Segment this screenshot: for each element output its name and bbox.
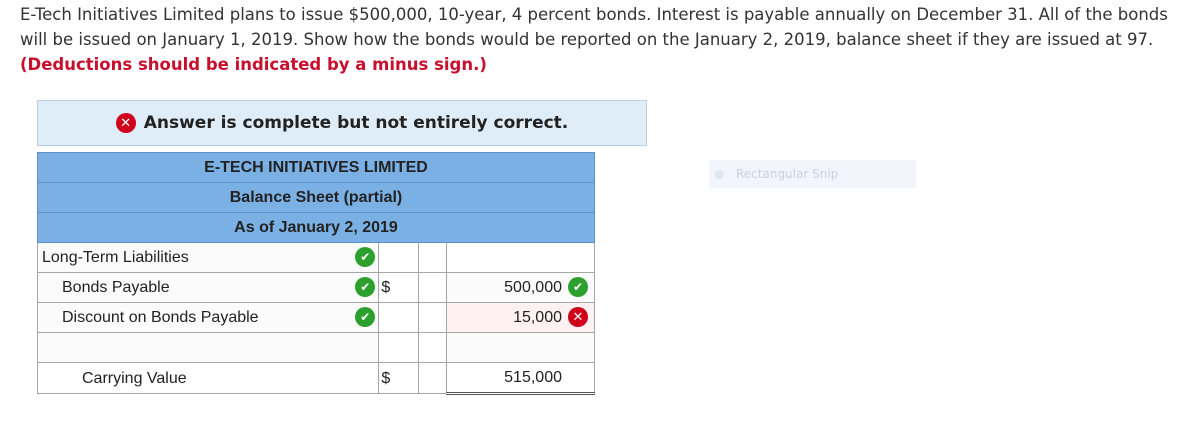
x-circle-icon: ✕ — [116, 113, 136, 133]
dollar-sign: $ — [381, 279, 391, 296]
empty-cell — [379, 303, 419, 333]
section-label: Long-Term Liabilities — [42, 249, 189, 266]
bonds-amount: 500,000 — [504, 279, 562, 296]
question-text — [20, 2, 1195, 77]
discount-label: Discount on Bonds Payable — [62, 309, 259, 326]
x-circle-icon: ✕ — [568, 307, 588, 327]
carrying-amount: 515,000 — [504, 369, 562, 386]
sheet-date: As of January 2, 2019 — [38, 213, 595, 243]
check-icon: ✔ — [568, 277, 588, 297]
section-label-field[interactable] — [38, 243, 379, 273]
discount-amount-field[interactable] — [447, 303, 595, 333]
table-row — [38, 333, 595, 363]
dollar-sign: $ — [381, 369, 391, 387]
carrying-amount-cell — [447, 363, 595, 394]
sheet-company-name: E-TECH INITIATIVES LIMITED — [38, 153, 595, 183]
dollar-cell — [379, 273, 419, 303]
empty-cell — [379, 333, 419, 363]
result-banner-text: Answer is complete but not entirely correct. — [143, 113, 569, 133]
empty-cell — [419, 243, 447, 273]
discount-amount: 15,000 — [513, 309, 562, 326]
empty-cell — [419, 363, 447, 394]
question-instruction: (Deductions should be indicated by a minus sign.) — [20, 55, 487, 74]
blank-label-field[interactable] — [38, 333, 379, 363]
check-icon: ✔ — [355, 247, 375, 267]
carrying-label: Carrying Value — [82, 369, 187, 387]
empty-cell — [419, 273, 447, 303]
table-row — [38, 273, 595, 303]
dollar-cell — [379, 363, 419, 394]
balance-sheet-table — [37, 152, 595, 395]
bonds-amount-field[interactable] — [447, 273, 595, 303]
table-row — [38, 363, 595, 394]
empty-cell — [419, 333, 447, 363]
bonds-label: Bonds Payable — [62, 279, 170, 296]
bonds-label-field[interactable] — [38, 273, 379, 303]
carrying-label-cell — [38, 363, 379, 394]
discount-label-field[interactable] — [38, 303, 379, 333]
sheet-header-date-row — [38, 213, 595, 243]
snip-label: Rectangular Snip — [736, 167, 839, 181]
sheet-header-company-row — [38, 153, 595, 183]
sheet-header-title-row — [38, 183, 595, 213]
rectangular-snip-overlay[interactable] — [709, 160, 916, 188]
question-body: E-Tech Initiatives Limited plans to issue $500,000, 10-year, 4 percent bonds. Interest is payable annually on December 31. All of the bonds will be issued on January 1, 2019. Show how the bonds would be reported on the January 2, 2019, balance sheet if they are issued at 97. — [20, 5, 1168, 49]
result-banner — [37, 100, 647, 146]
empty-cell — [447, 243, 595, 273]
sheet-title: Balance Sheet (partial) — [38, 183, 595, 213]
check-icon: ✔ — [355, 277, 375, 297]
check-icon: ✔ — [355, 307, 375, 327]
empty-cell — [379, 243, 419, 273]
snip-dot-icon — [715, 170, 724, 179]
blank-amount-field[interactable] — [447, 333, 595, 363]
empty-cell — [419, 303, 447, 333]
table-row — [38, 303, 595, 333]
table-row — [38, 243, 595, 273]
